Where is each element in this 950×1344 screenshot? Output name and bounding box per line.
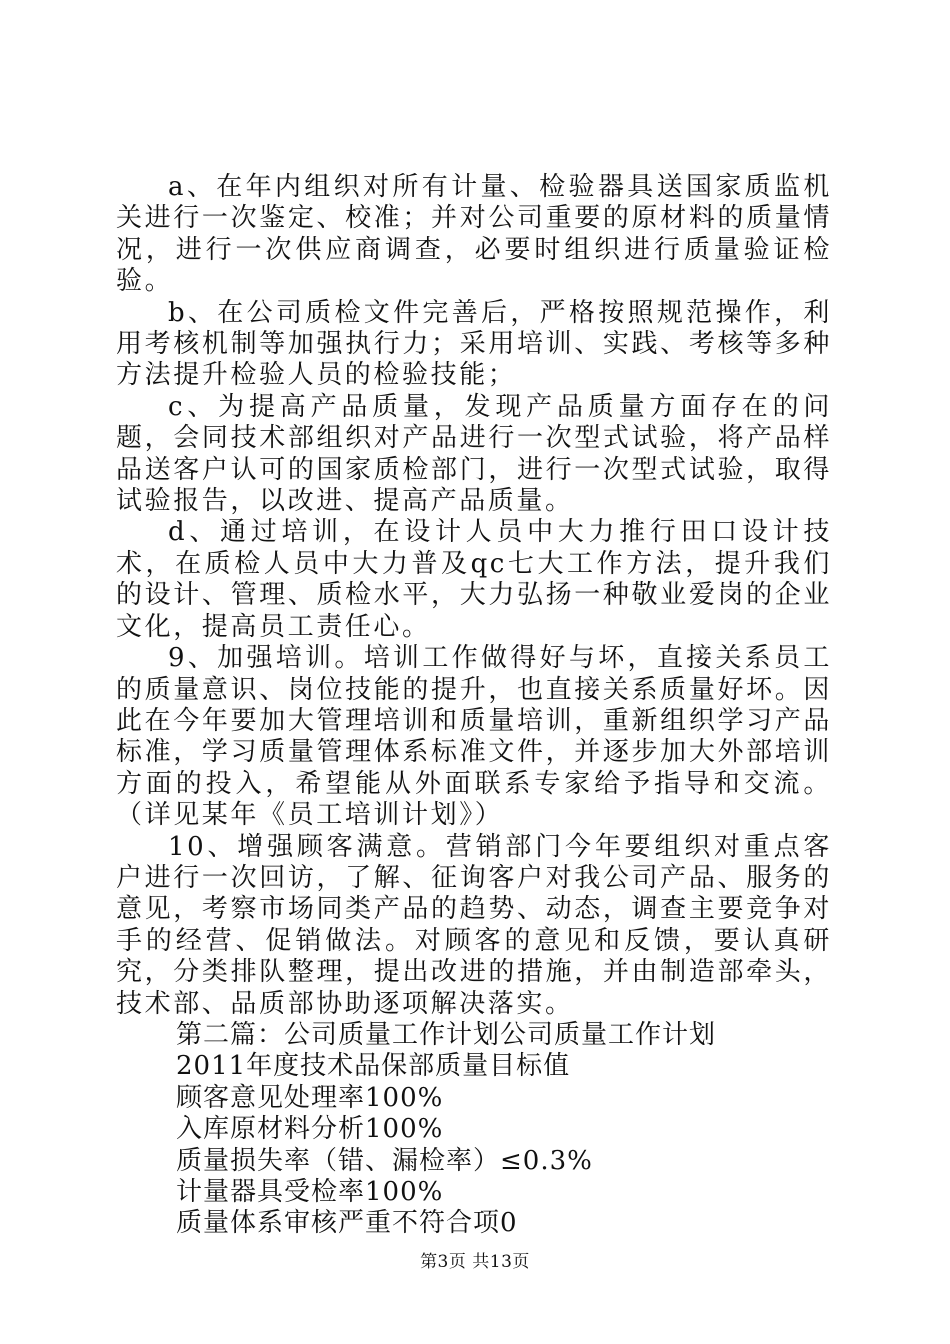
quality-target-item: 质量体系审核严重不符合项0 [176,1208,518,1239]
quality-target-item: 质量损失率（错、漏检率）≤0.3% [176,1145,593,1176]
quality-target-item: 顾客意见处理率100% [176,1082,444,1113]
paragraph-d: d、通过培训，在设计人员中大力推行田口设计技术，在质检人员中大力普及qc七大工作方法，提升我们的设计、管理、质检水平，大力弘扬一种敬业爱岗的企业文化，提高员工责任心。 [116,517,832,642]
paragraph-b: b、在公司质检文件完善后，严格按照规范操作，利用考核机制等加强执行力；采用培训、实践、考核等多种方法提升检验人员的检验技能； [116,297,832,391]
paragraph-9: 9、加强培训。培训工作做得好与坏，直接关系员工的质量意识、岗位技能的提升，也直接关系质量好坏。因此在今年要加大管理培训和质量培训，重新组织学习产品标准，学习质量管理体系标准文件，并逐步加大外部培训方面的投入，希望能从外面联系专家给予指导和交流。（详见某年《员工培训计划》） [116,643,832,831]
paragraph-a: a、在年内组织对所有计量、检验器具送国家质监机关进行一次鉴定、校准；并对公司重要的原材料的质量情况，进行一次供应商调查，必要时组织进行质量验证检验。 [116,172,832,297]
paragraph-10: 10、增强顾客满意。营销部门今年要组织对重点客户进行一次回访，了解、征询客户对我公司产品、服务的意见，考察市场同类产品的趋势、动态，调查主要竞争对手的经营、促销做法。对顾客的意见和反馈，要认真研究，分类排队整理，提出改进的措施，并由制造部牵头，技术部、品质部协助逐项解决落实。 [116,831,832,1019]
quality-target-item: 计量器具受检率100% [176,1177,444,1207]
quality-target-item: 入库原材料分析100% [176,1114,444,1145]
section-heading: 第二篇：公司质量工作计划公司质量工作计划 [176,1019,717,1050]
paragraph-c: c、为提高产品质量，发现产品质量方面存在的问题，会同技术部组织对产品进行一次型式试验，将产品样品送客户认可的国家质检部门，进行一次型式试验，取得试验报告，以改进、提高产品质量。 [116,391,832,517]
document-body [116,172,832,1240]
page-number-footer: 第3页 共13页 [420,1252,530,1272]
quality-target-title: 2011年度技术品保部质量目标值 [176,1051,571,1082]
